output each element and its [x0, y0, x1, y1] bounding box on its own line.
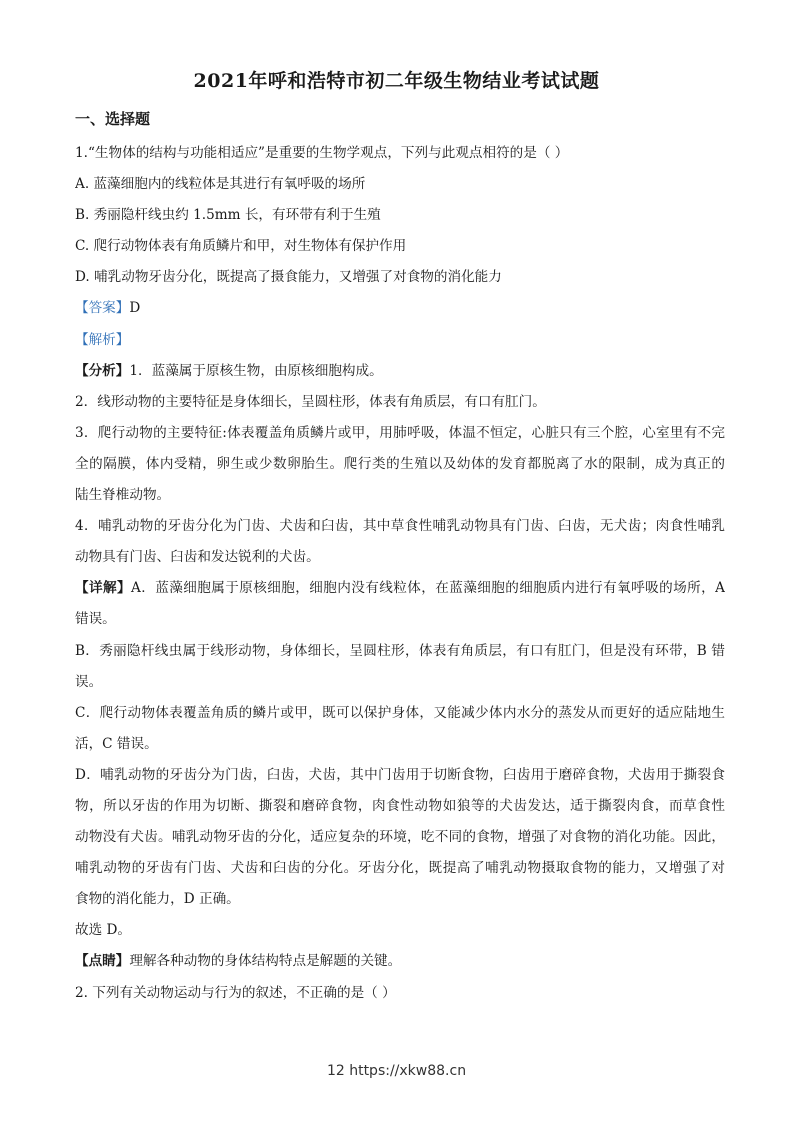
analysis-point-4a: 4．哺乳动物的牙齿分化为门齿、犬齿和臼齿，其中草食性哺乳动物具有门齿、臼齿，无犬齿；肉食性哺乳 — [75, 518, 725, 535]
detail-tag: 【详解】 — [75, 580, 131, 597]
detail-c-line-2: 活，C 错误。 — [75, 735, 158, 752]
detail-a-text: A．蓝藻细胞属于原核细胞，细胞内没有线粒体，在蓝藻细胞的细胞质内进行有氧呼吸的场所，A — [131, 580, 725, 597]
option-d: D. 哺乳动物牙齿分化，既提高了摄食能力，又增强了对食物的消化能力 — [75, 269, 502, 286]
option-a: A. 蓝藻细胞内的线粒体是其进行有氧呼吸的场所 — [75, 176, 366, 193]
fenxi-text-1: 1．蓝藻属于原核生物，由原核细胞构成。 — [129, 362, 383, 379]
question-2-stem: 2. 下列有关动物运动与行为的叙述，不正确的是（ ） — [75, 984, 396, 1001]
detail-d-line-4: 哺乳动物的牙齿有门齿、犬齿和臼齿的分化。牙齿分化，既提高了哺乳动物摄取食物的能力，又增强了对 — [75, 860, 725, 877]
answer-tag: 【答案】 — [75, 300, 130, 317]
detail-d-line-1: D．哺乳动物的牙齿分为门齿，臼齿，犬齿，其中门齿用于切断食物，臼齿用于磨碎食物，犬齿用于撕裂食 — [75, 766, 725, 783]
analysis-point-3b: 全的隔膜，体内受精，卵生或少数卵胎生。爬行类的生殖以及幼体的发育都脱离了水的限制，成为真正的 — [75, 455, 725, 472]
page-title: 2021年呼和浩特市初二年级生物结业考试试题 — [193, 70, 600, 92]
detail-b-line-2: 误。 — [75, 673, 103, 690]
question-1-stem: 1.“生物体的结构与功能相适应”是重要的生物学观点，下列与此观点相符的是（ ） — [75, 145, 569, 161]
answer-line — [75, 293, 725, 324]
analysis-point-3c: 陆生脊椎动物。 — [75, 487, 171, 504]
answer-value: D — [129, 300, 141, 317]
analysis-point-4b: 动物具有门齿、臼齿和发达锐利的犬齿。 — [75, 549, 320, 566]
section-heading: 一、选择题 — [75, 110, 151, 128]
detail-d-line-5: 食物的消化能力，D 正确。 — [75, 891, 240, 908]
detail-b-line-1: B．秀丽隐杆线虫属于线形动物，身体细长，呈圆柱形，体表有角质层，有口有肛门，但是没有环带，B 错 — [75, 642, 725, 659]
dianjing-text: 理解各种动物的身体结构特点是解题的关键。 — [129, 953, 402, 970]
fenxi-tag: 【分析】 — [75, 362, 130, 379]
option-b: B. 秀丽隐杆线虫约 1.5mm 长，有环带有利于生殖 — [75, 207, 381, 224]
page-footer: 12 https://xkw88.cn — [326, 1063, 467, 1079]
detail-d-line-3: 动物没有犬齿。哺乳动物牙齿的分化，适应复杂的环境，吃不同的食物，增强了对食物的消化功能。因此， — [75, 829, 725, 846]
conclusion-line: 故选 D。 — [75, 922, 132, 939]
dianjing-tag: 【点睛】 — [75, 953, 130, 970]
option-c: C. 爬行动物体表有角质鳞片和甲，对生物体有保护作用 — [75, 238, 407, 255]
detail-c-line-1: C．爬行动物体表覆盖角质的鳞片或甲，既可以保护身体，又能减少体内水分的蒸发从而更好的适应陆地生 — [75, 704, 725, 721]
analysis-point-2: 2．线形动物的主要特征是身体细长，呈圆柱形，体表有角质层，有口有肛门。 — [75, 393, 546, 410]
detail-a-line-2: 错误。 — [75, 611, 116, 628]
analysis-point-1 — [75, 356, 725, 387]
detail-a-line-1 — [75, 573, 725, 604]
question-content — [75, 138, 725, 1009]
detail-d-line-2: 物，所以牙齿的作用为切断、撕裂和磨碎食物，肉食性动物如狼等的犬齿发达，适于撕裂肉食，而草食性 — [75, 797, 725, 814]
analysis-point-3a: 3．爬行动物的主要特征:体表覆盖角质鳞片或甲，用肺呼吸，体温不恒定，心脏只有三个腔，心室里有不完 — [75, 424, 725, 441]
analysis-line — [75, 325, 725, 356]
dianjing-line — [75, 946, 725, 977]
analysis-tag: 【解析】 — [75, 331, 130, 348]
